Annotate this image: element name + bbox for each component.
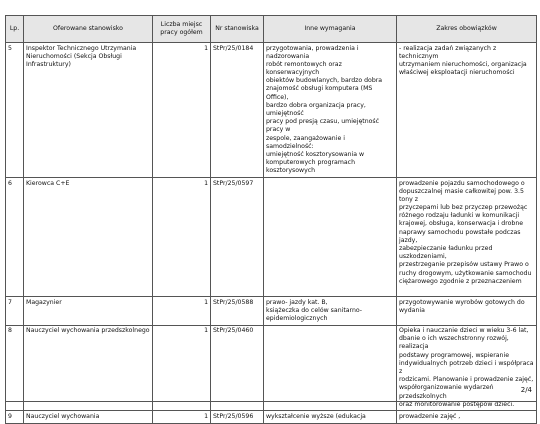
header-number: Nr stanowiska [211,16,264,43]
cell-lp: 8 [6,325,24,411]
cell-lp: 9 [6,411,24,423]
table-row [6,297,537,326]
cell-count: 1 [153,325,211,411]
header-count: Liczba miejsc pracy ogółem [153,16,211,43]
cell-requirements: prawo- jazdy kat. B, książeczka do celów sanitarno- epidemiologicznych [264,297,397,326]
page-number: 2/4 [520,386,532,394]
cell-count: 1 [153,178,211,297]
header-lp: Lp. [6,16,24,43]
job-offers-table [5,15,537,424]
cell-count: 1 [153,411,211,423]
cell-duties: prowadzenie zajęć , [397,411,537,423]
table-row [6,178,537,297]
cell-number: StPr/25/0184 [211,43,264,178]
table-row [6,325,537,411]
cell-duties: prowadzenie pojazdu samochodowego o dopuszczalnej masie całkowitej pow. 3.5 tony z przyczepami lub bez przyczep przewożąc różnego rodzaju ładunki w komunikacji krajowej, obsługa, konserwacja i drobne naprawy samochodu powstałe podczas jazdy, zabezpieczanie ładunku przed uszkodzeniami, przestrzeganie przepisów ustawy Prawo o ruchy drogowym, użytkowanie samochodu ciężarowego zgodnie z przeznaczeniem [397,178,537,297]
table-row [6,43,537,178]
cell-requirements: wykształcenie wyższe (edukacja [264,411,397,423]
cell-number: StPr/25/0460 [211,325,264,411]
cell-position: Magazynier [24,297,153,326]
table-header-row [6,16,537,43]
table-row [6,411,537,423]
cell-lp: 7 [6,297,24,326]
cell-lp: 5 [6,43,24,178]
cell-duties: - realizacja zadań związanych z technicznym utrzymaniem nieruchomości, organizacja właściwej eksploatacji nieruchomości [397,43,537,178]
cell-number: StPr/25/0596 [211,411,264,423]
cell-requirements: przygotowania, prowadzenia i nadzorowania robót remontowych oraz konserwacyjnych obiektów budowlanych, bardzo dobra znajomość obsługi komputera (MS Office), bardzo dobra organizacja pracy, umiejętność pracy pod presją czasu, umiejętność pracy w zespole, zaangażowanie i samodzielność: umiejętność kosztorysowania w komputerowych programach kosztorysowych [264,43,397,178]
cell-number: StPr/25/0588 [211,297,264,326]
cell-duties: Opieka i nauczanie dzieci w wieku 3-6 lat, dbanie o ich wszechstronny rozwój, realizacja podstawy programowej, wspieranie indywidualnych potrzeb dzieci i współpraca z rodzicami. Planowanie i prowadzenie zajęć, współorganizowanie wydarzeń przedszkolnych oraz monitorowanie postępów dzieci. [397,325,537,411]
cell-count: 1 [153,297,211,326]
cell-count: 1 [153,43,211,178]
cell-position: Nauczyciel wychowania przedszkolnego [24,325,153,411]
cell-lp: 6 [6,178,24,297]
header-requirements: Inne wymagania [264,16,397,43]
header-position: Oferowane stanowisko [24,16,153,43]
cell-number: StPr/25/0597 [211,178,264,297]
cell-position: Nauczyciel wychowania [24,411,153,423]
cell-position: Kierowca C+E [24,178,153,297]
cell-requirements [264,325,397,411]
cell-position: Inspektor Technicznego Utrzymania Nieruchomości (Sekcja Obsługi Infrastruktury) [24,43,153,178]
cell-duties: przygotowywanie wyrobów gotowych do wydania [397,297,537,326]
footer-rule [5,401,536,402]
cell-requirements [264,178,397,297]
header-duties: Zakres obowiązków [397,16,537,43]
